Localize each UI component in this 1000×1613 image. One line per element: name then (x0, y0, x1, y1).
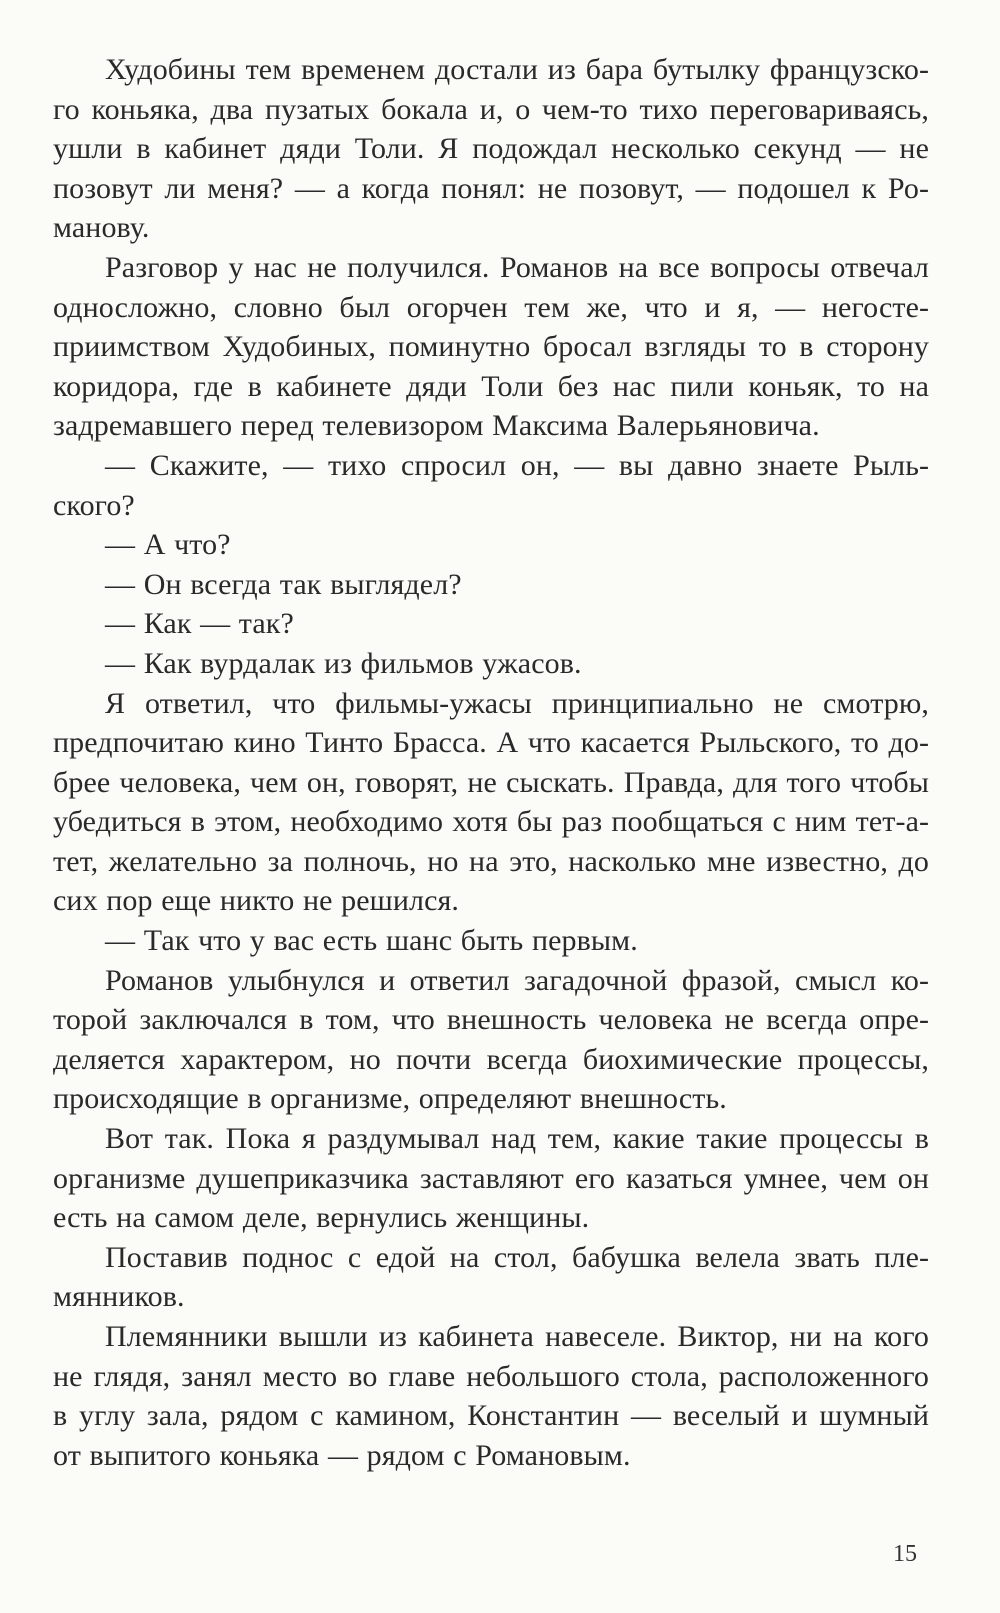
dialogue-line-6: — Так что у вас есть шанс быть первым. (105, 924, 638, 958)
paragraph-3: Я ответил, что фильмы-ужасы принципиально не смотрю, предпочитаю кино Тинто Брасса. А что касается Рыльского, то добрее человека, чем он, говорят, не сыскать. Правда, для того чтобы убедиться в этом, необходимо хотя бы раз пообщаться с ним тет-атет, желательно за полночь, но на это, насколько мне известно, до сих пор еще никто не решился. (53, 686, 929, 918)
book-page (53, 50, 929, 1590)
paragraph-4: Романов улыбнулся и ответил загадочной фразой, смысл которой заключался в том, что внешность человека не всегда определяется характером, но почти всегда биохимические процессы, происходящие в организме, определяют внешность. (53, 963, 929, 1116)
paragraph-6: Поставив поднос с едой на стол, бабушка велела звать племянников. (53, 1240, 929, 1314)
dialogue-line-2: — А что? (105, 528, 231, 562)
dialogue-line-3: — Он всегда так выглядел? (105, 567, 462, 601)
paragraph-1: Худобины тем временем достали из бара бутылку французского коньяка, два пузатых бокала и, о чем-то тихо переговариваясь, ушли в кабинет дяди Толи. Я подождал несколько секунд — не позовут ли меня? — а когда понял: не позовут, — подошел к Романову. (53, 53, 929, 245)
paragraph-7: Племянники вышли из кабинета навеселе. Виктор, ни на кого не глядя, занял место во главе небольшого стола, расположенного в углу зала, рядом с камином, Константин — веселый и шумный от выпитого коньяка — рядом с Романовым. (53, 1320, 929, 1472)
dialogue-line-5: — Как вурдалак из фильмов ужасов. (105, 646, 582, 680)
dialogue-line-4: — Как — так? (105, 607, 294, 641)
paragraph-2: Разговор у нас не получился. Романов на все вопросы отвечал односложно, словно был огорчен тем же, что и я, — негостеприимством Худобиных, поминутно бросал взгляды то в сторону коридора, где в кабинете дяди Толи без нас пили коньяк, то на задремавшего перед телевизором Максима Валерьяновича. (53, 250, 929, 443)
page-number: 15 (893, 1541, 917, 1567)
paragraph-5: Вот так. Пока я раздумывал над тем, какие такие процессы в организме душеприказчика заставляют его казаться умнее, чем он есть на самом деле, вернулись женщины. (53, 1122, 929, 1235)
dialogue-line-1: — Скажите, — тихо спросил он, — вы давно знаете Рыльского? (53, 448, 929, 522)
page-text (53, 50, 929, 1475)
